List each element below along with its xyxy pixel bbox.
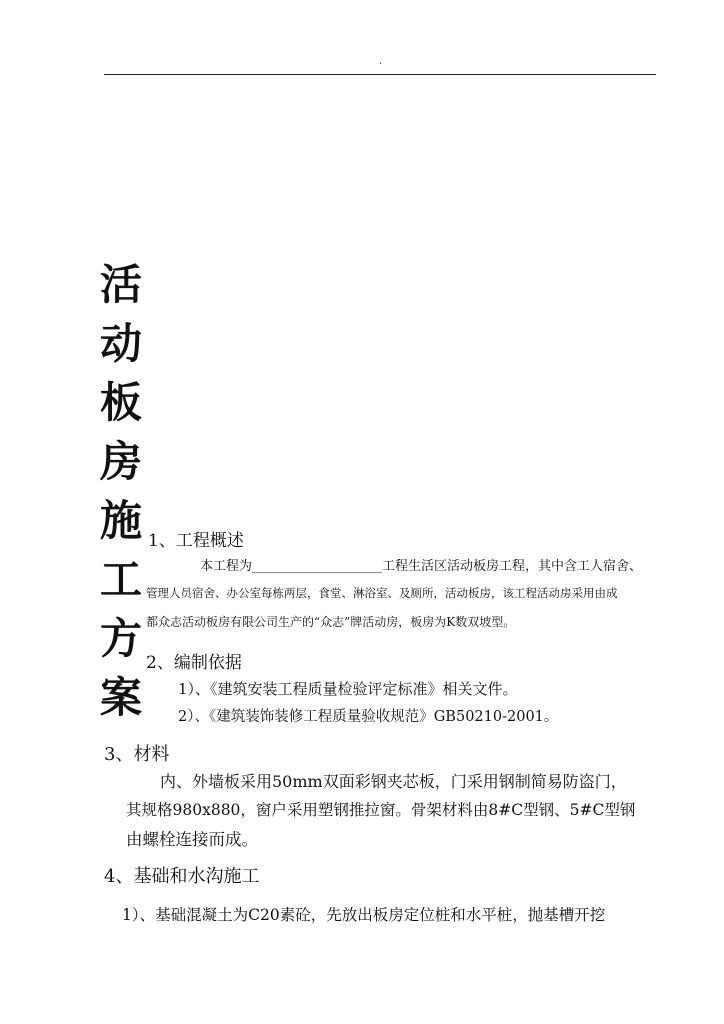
section-3-heading: 3、材料 [104, 744, 170, 765]
title-char: 板 [100, 378, 143, 427]
title-char: 动 [100, 319, 143, 368]
section-1-line-3: 都众志活动板房有限公司生产的“众志”牌活动房，板房为K数双坡型。 [146, 615, 516, 629]
section-2-item-2: 2）、《建筑装饰装修工程质量验收规范》GB50210-2001。 [178, 709, 559, 725]
header-rule [104, 74, 656, 75]
section-1-heading: 1、工程概述 [148, 531, 244, 551]
header-dot: . [379, 56, 383, 67]
title-char: 工 [100, 555, 143, 604]
section-1-line-1: 本工程为____________________工程生活区活动板房工程，其中含工人宿舍、 [200, 559, 643, 574]
section-3-line-2: 其规格980x880，窗户采用塑钢推拉窗。骨架材料由8#C型钢、5#C型钢 [126, 801, 636, 819]
section-2-item-1: 1）、《建筑安装工程质量检验评定标准》相关文件。 [178, 680, 518, 698]
section-4-heading: 4、基础和水沟施工 [104, 866, 260, 887]
section-3-line-1: 内、外墙板采用50mm双面彩钢夹芯板，门采用钢制简易防盗门， [160, 772, 627, 791]
title-char: 活 [100, 260, 143, 309]
section-2-heading: 2、编制依据 [146, 653, 242, 673]
section-3-line-3: 由螺栓连接而成。 [126, 830, 258, 849]
title-char: 施 [100, 496, 143, 545]
section-4-line-1: 1）、基础混凝土为C20素砼，先放出板房定位桩和水平桩，抛基槽开挖 [122, 906, 606, 924]
title-char: 案 [100, 673, 143, 722]
section-1-line-2: 管理人员宿舍、办公室每栋两层，食堂、淋浴室、及厕所，活动板房，该工程活动房采用由成 [146, 586, 618, 600]
title-char: 房 [100, 437, 143, 486]
document-title [100, 255, 150, 727]
title-char: 方 [100, 614, 143, 663]
